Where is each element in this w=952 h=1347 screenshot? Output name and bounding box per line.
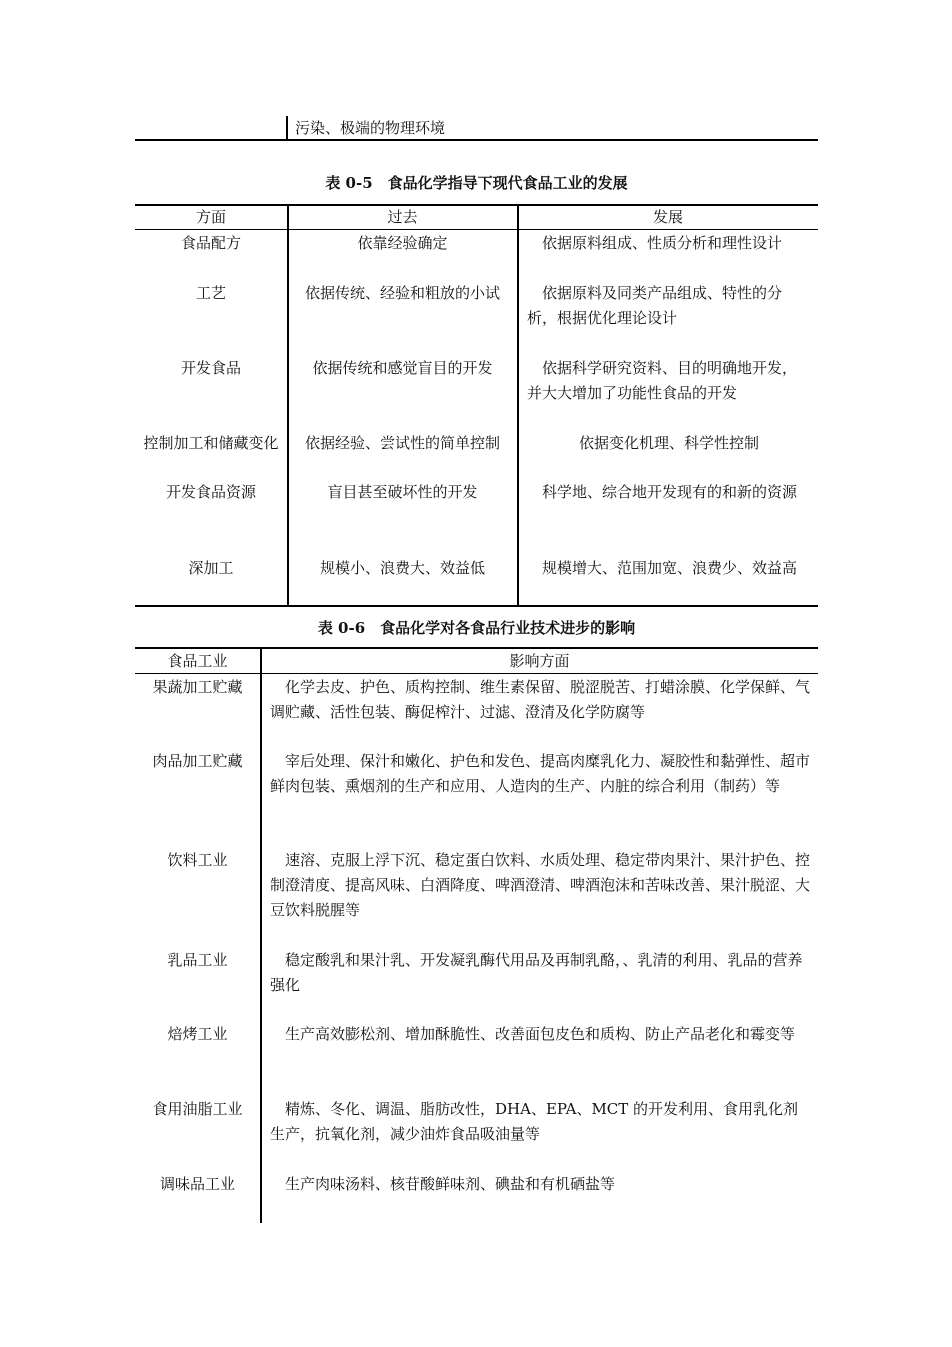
table6-row2-impact: 宰后处理、保汁和嫩化、护色和发色、提高肉糜乳化力、凝胶性和黏弹性、超市鲜肉包装、熏烟剂的生产和应用、人造肉的生产、内脏的综合利用（制药）等 bbox=[270, 752, 811, 795]
table6-row2-industry: 肉品加工贮藏 bbox=[152, 752, 243, 770]
table5-row2-aspect: 工艺 bbox=[195, 284, 226, 302]
table6-row5-industry: 焙烤工业 bbox=[167, 1025, 228, 1043]
carryover-bottom-rule bbox=[135, 139, 818, 141]
table5-row3-development: 依据科学研究资料、目的明确地开发，并大大增加了功能性食品的开发 bbox=[527, 359, 798, 402]
table5-row4-development: 依据变化机理、科学性控制 bbox=[578, 434, 759, 452]
table5-col-divider-1 bbox=[287, 204, 289, 606]
table6-col-divider bbox=[260, 647, 262, 1223]
table5-row3-aspect: 开发食品 bbox=[180, 359, 241, 377]
table5-row6-development: 规模增大、范围加宽、浪费少、效益高 bbox=[542, 559, 798, 577]
carryover-text: 污染、极端的物理环境 bbox=[295, 119, 446, 137]
table6-header-industry: 食品工业 bbox=[167, 652, 228, 670]
carryover-divider bbox=[286, 116, 288, 140]
table6-row5-impact: 生产高效膨松剂、增加酥脆性、改善面包皮色和质构、防止产品老化和霉变等 bbox=[285, 1025, 796, 1043]
table5-row1-past: 依靠经验确定 bbox=[357, 234, 448, 252]
table6-caption: 表 0-6 食品化学对各食品行业技术进步的影响 bbox=[317, 619, 636, 637]
table5-row4-aspect: 控制加工和储藏变化 bbox=[143, 434, 279, 452]
table6-row7-impact: 生产肉味汤料、核苷酸鲜味剂、碘盐和有机硒盐等 bbox=[285, 1175, 616, 1193]
table5-row6-aspect: 深加工 bbox=[188, 559, 234, 577]
table5-row1-aspect: 食品配方 bbox=[180, 234, 241, 252]
table5-row5-past: 盲目甚至破坏性的开发 bbox=[327, 483, 478, 501]
table5-caption: 表 0-5 食品化学指导下现代食品工业的发展 bbox=[325, 174, 628, 192]
table5-row1-development: 依据原料组成、性质分析和理性设计 bbox=[542, 234, 783, 252]
table5-row2-past: 依据传统、经验和粗放的小试 bbox=[304, 284, 500, 302]
table5-row5-aspect: 开发食品资源 bbox=[165, 483, 256, 501]
table6-row7-industry: 调味品工业 bbox=[159, 1175, 235, 1193]
table6-row6-industry: 食用油脂工业 bbox=[152, 1100, 243, 1118]
table5-header-past: 过去 bbox=[387, 208, 418, 226]
table5-bottom-rule bbox=[135, 605, 818, 607]
table5-col-divider-2 bbox=[517, 204, 519, 606]
table6-row6-impact: 精炼、冬化、调温、脂肪改性，DHA、EPA、MCT 的开发利用、食用乳化剂生产，抗氧化剂，减少油炸食品吸油量等 bbox=[270, 1100, 799, 1143]
table5-row2-development: 依据原料及同类产品组成、特性的分析，根据优化理论设计 bbox=[527, 284, 783, 327]
table6-row4-industry: 乳品工业 bbox=[167, 951, 228, 969]
table5-row5-development: 科学地、综合地开发现有的和新的资源 bbox=[542, 483, 798, 501]
table6-row4-impact: 稳定酸乳和果汁乳、开发凝乳酶代用品及再制乳酪，、乳清的利用、乳品的营养强化 bbox=[270, 951, 803, 994]
table6-row3-impact: 速溶、克服上浮下沉、稳定蛋白饮料、水质处理、稳定带肉果汁、果汁护色、控制澄清度、提高风味、白酒降度、啤酒澄清、啤酒泡沫和苦味改善、果汁脱涩、大豆饮料脱腥等 bbox=[270, 851, 811, 919]
table6-row1-impact: 化学去皮、护色、质构控制、维生素保留、脱涩脱苦、打蜡涂膜、化学保鲜、气调贮藏、活性包装、酶促榨汁、过滤、澄清及化学防腐等 bbox=[270, 678, 811, 721]
table5-header-development: 发展 bbox=[652, 208, 683, 226]
table5-row6-past: 规模小、浪费大、效益低 bbox=[319, 559, 485, 577]
table5-header-aspect: 方面 bbox=[195, 208, 226, 226]
table6-row1-industry: 果蔬加工贮藏 bbox=[152, 678, 243, 696]
table6-row3-industry: 饮料工业 bbox=[167, 851, 228, 869]
table5-row3-past: 依据传统和感觉盲目的开发 bbox=[312, 359, 493, 377]
table5-row4-past: 依据经验、尝试性的简单控制 bbox=[304, 434, 500, 452]
table6-header-impact: 影响方面 bbox=[509, 652, 570, 670]
